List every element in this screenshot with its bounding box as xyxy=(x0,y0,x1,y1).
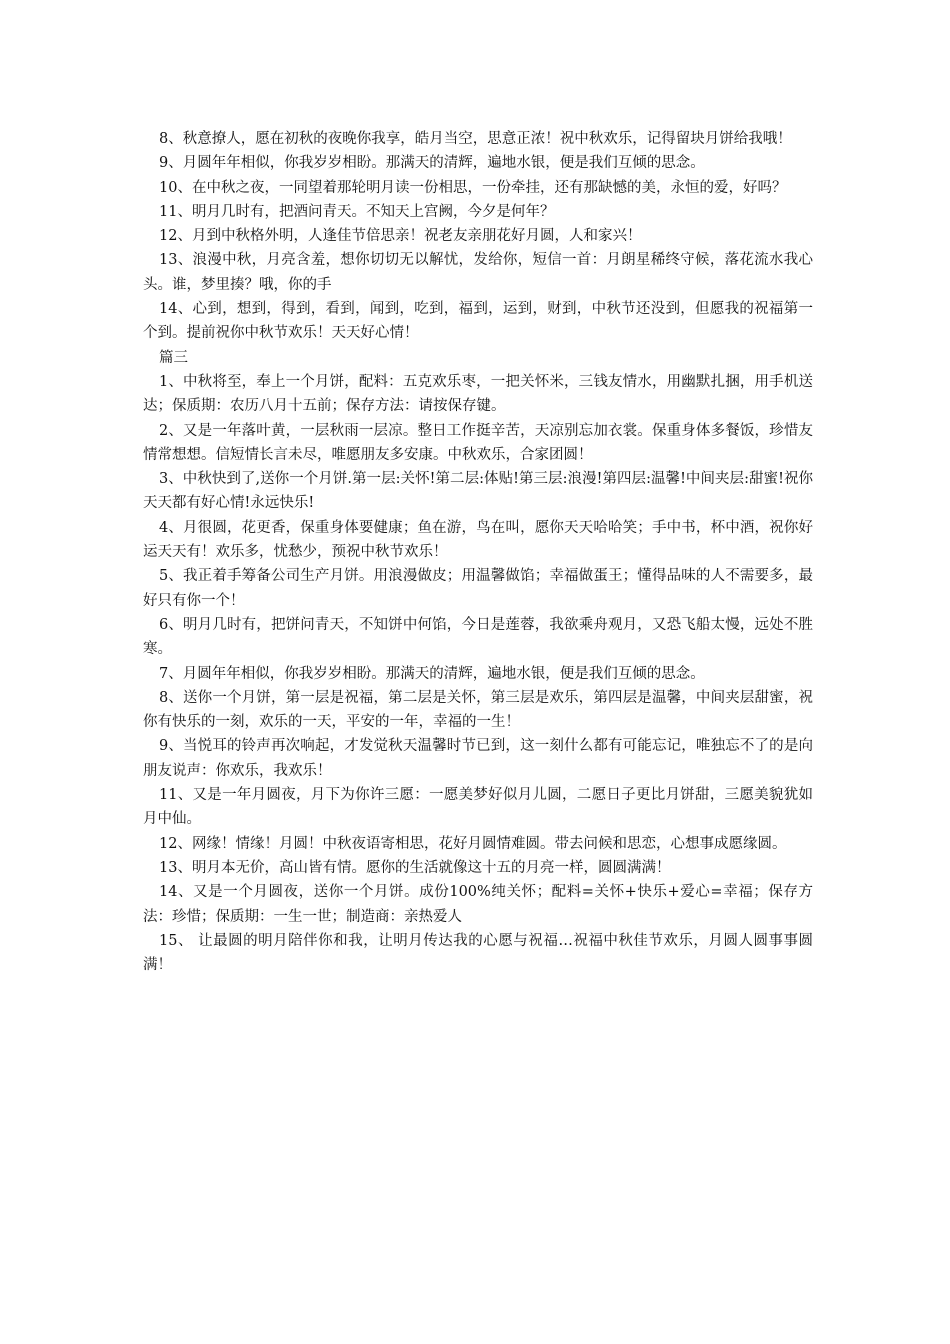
paragraph: 8、秋意撩人，愿在初秋的夜晚你我享，皓月当空，思意正浓！祝中秋欢乐，记得留块月饼给我哦！ xyxy=(159,131,792,147)
paragraph: 15、 让最圆的明月陪伴你和我，让明月传达我的心愿与祝福…祝福中秋佳节欢乐，月圆人圆事事圆满！ xyxy=(143,932,813,974)
section-title: 篇三 xyxy=(159,349,188,366)
paragraph: 1、中秋将至，奉上一个月饼，配料：五克欢乐枣，一把关怀米，三钱友情水，用幽默扎捆，用手机送达；保质期：农历八月十五前；保存方法：请按保存键。 xyxy=(143,373,813,415)
paragraph: 9、月圆年年相似，你我岁岁相盼。那满天的清辉，遍地水银，便是我们互倾的思念。 xyxy=(159,155,705,172)
paragraph: 10、在中秋之夜，一同望着那轮明月读一份相思，一份牵挂，还有那缺憾的美，永恒的爱，好吗？ xyxy=(159,179,787,196)
paragraph: 12、月到中秋格外明，人逢佳节倍思亲！祝老友亲朋花好月圆，人和家兴！ xyxy=(159,228,642,245)
paragraph: 5、我正着手筹备公司生产月饼。用浪漫做皮；用温馨做馅；幸福做蛋王；懂得品味的人不需要多，最好只有你一个！ xyxy=(143,568,813,609)
paragraph: 14、又是一个月圆夜，送你一个月饼。成份100%纯关怀；配料=关怀+快乐+爱心=幸福；保存方法：珍惜；保质期：一生一世；制造商：亲热爱人 xyxy=(143,884,813,925)
paragraph: 9、当悦耳的铃声再次响起，才发觉秋天温馨时节已到，这一刻什么都有可能忘记，唯独忘不了的是向朋友说声：你欢乐，我欢乐！ xyxy=(143,738,813,779)
paragraph: 11、又是一年月圆夜，月下为你许三愿：一愿美梦好似月儿圆，二愿日子更比月饼甜，三愿美貌犹如月中仙。 xyxy=(143,787,813,828)
paragraph: 6、明月几时有，把饼问青天，不知饼中何馅，今日是莲蓉，我欲乘舟观月，又恐飞船太慢，远处不胜寒。 xyxy=(143,616,813,658)
paragraph: 8、送你一个月饼，第一层是祝福，第二层是关怀，第三层是欢乐，第四层是温馨，中间夹层甜蜜，祝你有快乐的一刻，欢乐的一天，平安的一年，幸福的一生！ xyxy=(143,689,813,731)
paragraph: 11、明月几时有，把酒问青天。不知天上宫阙，今夕是何年？ xyxy=(159,203,555,220)
document-body xyxy=(143,127,813,977)
paragraph: 14、心到，想到，得到，看到，闻到，吃到，福到，运到，财到，中秋节还没到，但愿我的祝福第一个到。提前祝你中秋节欢乐！天天好心情！ xyxy=(143,301,813,342)
paragraph: 4、月很圆，花更香，保重身体要健康；鱼在游，鸟在叫，愿你天天哈哈笑；手中书，杯中酒，祝你好运天天有！欢乐多，忧愁少，预祝中秋节欢乐！ xyxy=(143,519,813,561)
paragraph: 3、中秋快到了,送你一个月饼.第一层:关怀!第二层:体贴!第三层:浪漫!第四层:温馨!中间夹层:甜蜜!祝你天天都有好心情!永远快乐! xyxy=(143,471,813,512)
paragraph: 12、网缘！情缘！月圆！中秋夜语寄相思，花好月圆情难圆。带去问候和思恋，心想事成愿缘圆。 xyxy=(159,835,787,852)
paragraph: 13、明月本无价，高山皆有情。愿你的生活就像这十五的月亮一样，圆圆满满！ xyxy=(159,859,671,876)
paragraph: 13、浪漫中秋，月亮含羞，想你切切无以解忧，发给你，短信一首：月朗星稀终守候，落花流水我心头。谁，梦里揍？哦，你的手 xyxy=(143,252,813,293)
paragraph: 7、月圆年年相似，你我岁岁相盼。那满天的清辉，遍地水银，便是我们互倾的思念。 xyxy=(159,665,705,682)
paragraph: 2、又是一年落叶黄，一层秋雨一层凉。整日工作挺辛苦，天凉别忘加衣裳。保重身体多餐饭，珍惜友情常想想。信短情长言未尽，唯愿朋友多安康。中秋欢乐，合家团圆！ xyxy=(143,422,813,463)
